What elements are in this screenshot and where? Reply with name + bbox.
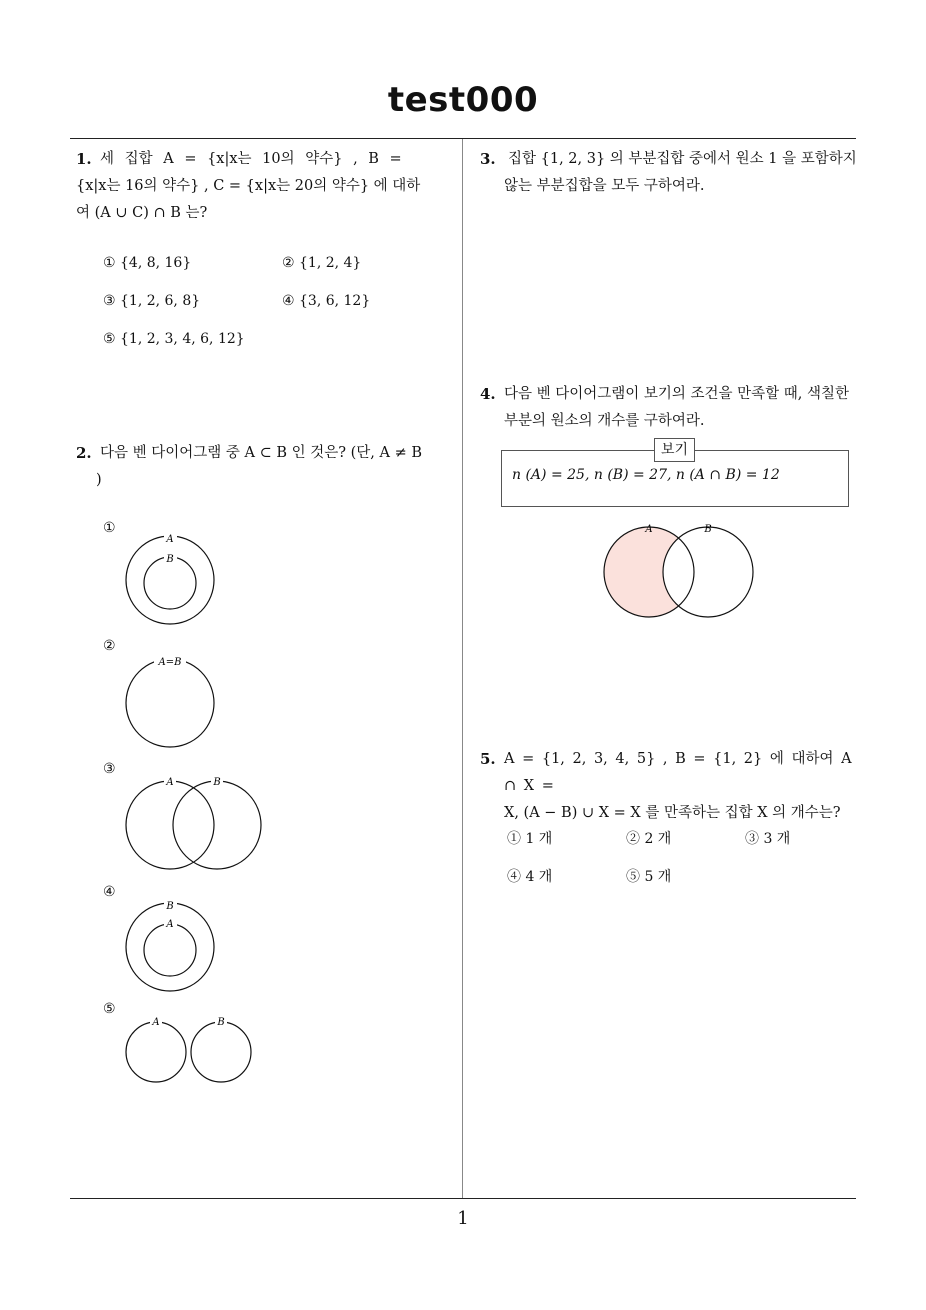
choice-4[interactable]: ④ 4 개 [507,869,553,885]
venn-diagram-2 [110,655,230,755]
equal-set-circle [126,659,214,747]
venn-diagram-q4 [600,520,760,625]
bottom-rule [70,1198,856,1199]
question-text-line: 여 (A ∪ C) ∩ B 는? [76,205,208,221]
question-number: 4. [480,385,496,403]
choice-marker-4[interactable]: ④ [103,884,116,900]
question-text-line: 다음 벤 다이어그램이 보기의 조건을 만족할 때, 색칠한 [504,386,850,402]
choice-2[interactable]: ② {1, 2, 4} [282,255,362,271]
condition-box-text: n (A) = 25, n (B) = 27, n (A ∩ B) = 12 [512,467,780,483]
question-text-line: A = {1, 2, 3, 4, 5} , B = {1, 2} 에 대하여 A ∩ X = [504,751,852,794]
set-label: B [166,901,174,912]
question-number: 2. [76,444,92,462]
choice-1[interactable]: ① {4, 8, 16} [103,255,192,271]
choice-4[interactable]: ④ {3, 6, 12} [282,293,371,309]
question-2 [76,440,456,494]
left-set-circle [126,1022,186,1082]
question-5 [480,746,860,827]
choice-marker-3[interactable]: ③ [103,761,116,777]
question-text-line: X, (A − B) ∪ X = X 를 만족하는 집합 X 의 개수는? [504,805,841,821]
outer-set-circle [126,903,214,991]
choice-2[interactable]: ② 2 개 [626,831,672,847]
set-label: A [166,919,174,930]
question-1 [76,146,456,227]
page-title: test000 [387,80,539,120]
set-label: A [166,777,174,788]
question-text-line: 다음 벤 다이어그램 중 A ⊂ B 인 것은? (단, A ≠ B [100,445,422,461]
condition-box [501,442,849,507]
venn-diagram-1 [110,530,230,630]
right-set-circle [173,781,261,869]
choice-5[interactable]: ⑤ 5 개 [626,869,672,885]
question-3 [480,146,860,200]
set-label: A=B [158,657,182,668]
set-label: A [152,1017,160,1028]
question-number: 5. [480,750,496,768]
choice-marker-2[interactable]: ② [103,638,116,654]
question-text-line: 세 집합 A = {x|x는 10의 약수} , B = [100,151,402,167]
column-divider [462,139,463,1198]
question-4 [480,381,860,435]
choice-marker-1[interactable]: ① [103,520,116,536]
venn-diagram-3 [110,776,280,876]
outer-set-circle [126,536,214,624]
venn-diagram-4 [110,897,230,997]
choice-marker-5[interactable]: ⑤ [103,1001,116,1017]
set-label: A [166,534,174,545]
condition-box-label: 보기 [654,438,695,462]
question-text-line: {x|x는 16의 약수} , C = {x|x는 20의 약수} 에 대하 [76,178,421,194]
top-rule [70,138,856,139]
right-set-circle [191,1022,251,1082]
set-label: A [645,524,653,535]
question-text-line: 부분의 원소의 개수를 구하여라. [504,413,705,429]
venn-diagram-5 [110,1015,270,1090]
right-set-circle [663,527,753,617]
left-set-circle [126,781,214,869]
set-label: B [166,554,174,565]
choice-1[interactable]: ① 1 개 [507,831,553,847]
question-number: 1. [76,150,92,168]
question-number: 3. [480,150,496,168]
set-label: B [704,524,712,535]
set-label: B [217,1017,225,1028]
question-text-line: 않는 부분집합을 모두 구하여라. [504,178,705,194]
choice-3[interactable]: ③ 3 개 [745,831,791,847]
page-number: 1 [457,1208,469,1229]
question-text-line: 집합 {1, 2, 3} 의 부분집합 중에서 원소 1 을 포함하지 [508,151,857,167]
set-label: B [213,777,221,788]
question-text-line: ) [96,472,102,488]
inner-set-circle [144,924,196,976]
choice-5[interactable]: ⑤ {1, 2, 3, 4, 6, 12} [103,331,245,347]
choice-3[interactable]: ③ {1, 2, 6, 8} [103,293,201,309]
